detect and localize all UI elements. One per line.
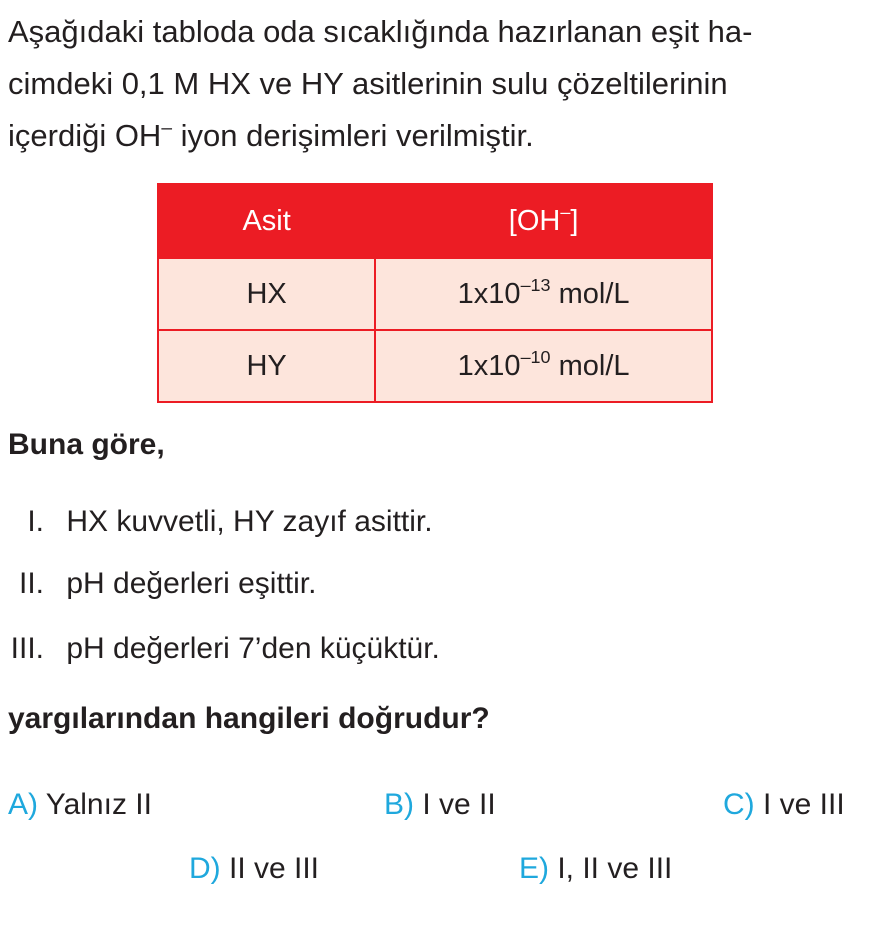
statement-number: I.	[27, 505, 44, 538]
statement-2	[0, 567, 316, 601]
option-letter: E)	[519, 852, 549, 885]
concentration-exponent: –13	[520, 274, 551, 295]
concentration-unit: mol/L	[550, 277, 630, 310]
header-acid: Asit	[158, 184, 375, 258]
intro-line-2: cimdeki 0,1 M HX ve HY asitlerinin sulu çözeltilerinin	[8, 66, 728, 101]
statement-text: pH değerleri eşittir.	[66, 567, 317, 600]
header-hydroxide-label: [OH	[508, 204, 561, 237]
concentration-base: 1x10	[457, 349, 521, 382]
concentration-table	[157, 183, 713, 403]
option-text: II ve III	[220, 852, 320, 885]
intro-line-1: Aşağıdaki tabloda oda sıcaklığında hazırlanan eşit ha-	[8, 14, 753, 49]
option-text: Yalnız II	[38, 788, 152, 821]
option-b[interactable]	[384, 788, 496, 822]
option-letter: B)	[384, 788, 414, 821]
header-hydroxide-charge: –	[560, 201, 571, 222]
option-e[interactable]	[519, 852, 672, 886]
option-letter: C)	[723, 788, 755, 821]
cell-concentration	[375, 330, 712, 402]
hydroxide-charge: –	[161, 117, 173, 139]
header-hydroxide-bracket: ]	[570, 204, 579, 237]
table-header-row	[158, 184, 712, 258]
concentration-base: 1x10	[457, 277, 521, 310]
statement-number: III.	[10, 632, 44, 665]
lead-text: Buna göre,	[8, 428, 165, 461]
question-text: yargılarından hangileri doğrudur?	[8, 702, 490, 735]
table-row	[158, 258, 712, 330]
option-letter: D)	[189, 852, 221, 885]
statement-3	[0, 632, 440, 666]
cell-acid: HY	[158, 330, 375, 402]
table-row	[158, 330, 712, 402]
concentration-unit: mol/L	[550, 349, 630, 382]
option-letter: A)	[8, 788, 38, 821]
intro-line-3-start: içerdiği OH	[8, 118, 162, 153]
statement-1	[0, 505, 433, 539]
concentration-exponent: –10	[520, 346, 551, 367]
statement-text: pH değerleri 7’den küçüktür.	[66, 632, 440, 665]
intro-line-3-end: iyon derişimleri verilmiştir.	[172, 118, 534, 153]
option-text: I ve III	[754, 788, 845, 821]
option-text: I ve II	[414, 788, 496, 821]
statement-text: HX kuvvetli, HY zayıf asittir.	[66, 505, 433, 538]
cell-concentration	[375, 258, 712, 330]
option-d[interactable]	[189, 852, 319, 886]
option-text: I, II ve III	[549, 852, 673, 885]
cell-acid: HX	[158, 258, 375, 330]
intro-line-3	[8, 110, 878, 162]
question-intro	[8, 6, 878, 162]
header-hydroxide	[375, 184, 712, 258]
option-c[interactable]	[723, 788, 845, 822]
option-a[interactable]	[8, 788, 152, 822]
statement-number: II.	[18, 567, 44, 600]
